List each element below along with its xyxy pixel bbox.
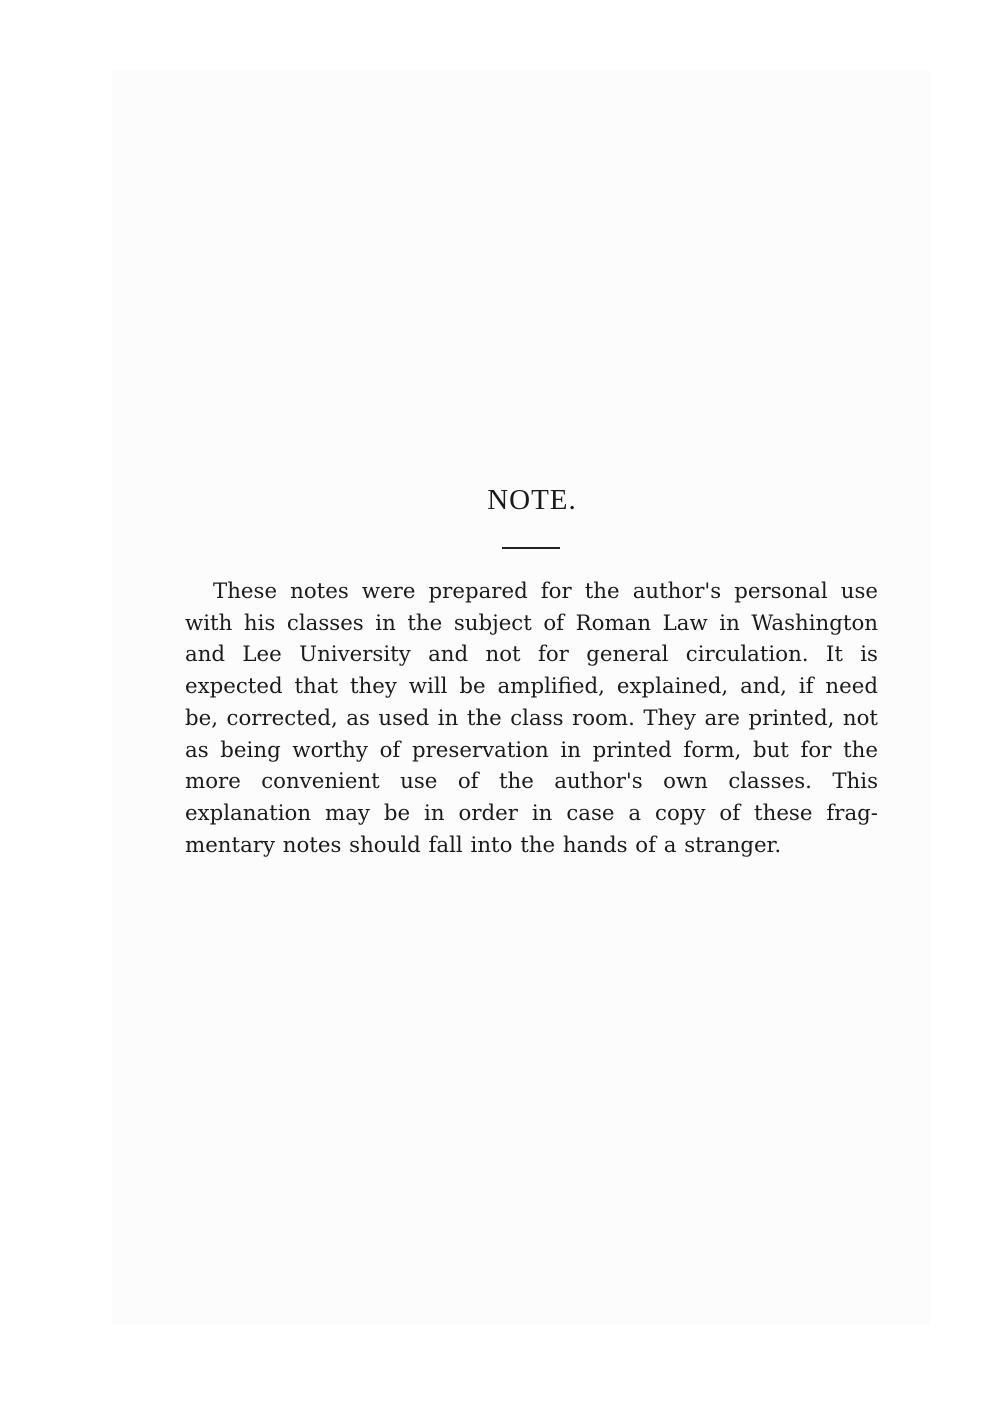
title-rule-divider	[502, 547, 560, 549]
page-title: NOTE.	[487, 484, 577, 516]
note-paragraph: These notes were prepared for the author's personal use with his classes in the subject of Roman Law in Washington and Lee University and not for general circulation. It is expected that they will be amplified, explained, and, if need be, corrected, as used in the class room. They are printed, not as being worthy of preservation in printed form, but for the more convenient use of the author's own classes. This explanation may be in order in case a copy of these fragmentary notes should fall into the hands of a stranger.	[185, 579, 878, 858]
